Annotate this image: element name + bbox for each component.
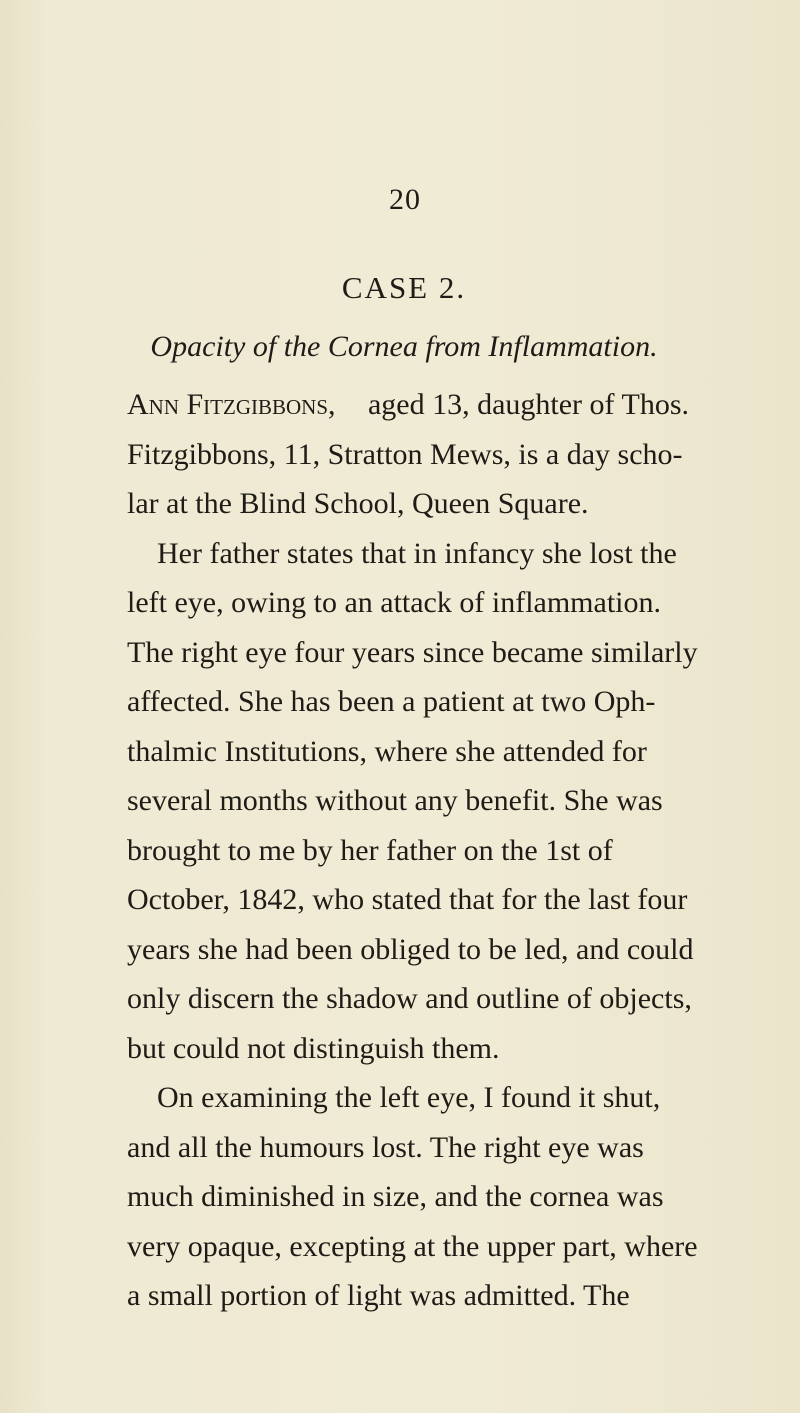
text-line <box>127 1222 698 1272</box>
text-line-content: affected. She has been a patient at two Oph- <box>127 685 656 718</box>
patient-name: Ann Fitzgibbons, <box>127 388 336 421</box>
text-line <box>127 875 689 925</box>
text-line <box>127 380 689 430</box>
case-heading: CASE 2. <box>341 270 467 305</box>
text-line <box>127 1073 689 1123</box>
text-line <box>127 677 689 727</box>
text-line-content: October, 1842, who stated that for the last four <box>127 883 688 916</box>
text-line-content: thalmic Institutions, where she attended for <box>127 734 647 768</box>
text-line <box>127 974 692 1024</box>
text-line-content: Her father states that in infancy she lost the <box>157 536 677 570</box>
text-line <box>127 1172 689 1222</box>
text-line <box>127 628 698 678</box>
text-line <box>127 727 689 777</box>
text-line-content: brought to me by her father on the 1st of <box>127 833 613 867</box>
text-line <box>127 529 689 579</box>
text-line <box>127 578 689 628</box>
text-line <box>127 1271 689 1321</box>
text-line-content: On examining the left eye, I found it shut, <box>157 1081 661 1114</box>
text-line <box>127 430 689 480</box>
text-line-content: and all the humours lost. The right eye was <box>127 1130 644 1164</box>
text-line <box>127 1024 689 1074</box>
text-line-content: lar at the Blind School, Queen Square. <box>127 487 589 520</box>
text-line <box>127 826 689 876</box>
text-line-part: aged 13, daughter of Thos. <box>367 388 689 421</box>
text-line-content: much diminished in size, and the cornea was <box>127 1180 664 1213</box>
text-line-content: several months without any benefit. She was <box>127 784 663 817</box>
text-line-content: very opaque, excepting at the upper part, where <box>127 1229 698 1263</box>
text-line-content: but could not distinguish them. <box>127 1031 500 1065</box>
text-line-content: only discern the shadow and outline of objects, <box>127 982 692 1015</box>
text-line-content: a small portion of light was admitted. The <box>127 1279 630 1312</box>
text-line-content: years she had been obliged to be led, and could <box>127 932 694 966</box>
text-line <box>127 1123 689 1173</box>
text-line <box>127 925 694 975</box>
text-line-content: left eye, owing to an attack of inflammation. <box>127 586 661 619</box>
text-line-content: The right eye four years since became similarly <box>127 635 698 669</box>
text-line <box>127 776 689 826</box>
text-line <box>127 479 689 529</box>
body-text <box>127 380 698 1321</box>
page-number: 20 <box>389 183 421 216</box>
case-subtitle: Opacity of the Cornea from Inflammation. <box>150 330 658 363</box>
text-line-content: Fitzgibbons, 11, Stratton Mews, is a day scho- <box>127 437 683 471</box>
